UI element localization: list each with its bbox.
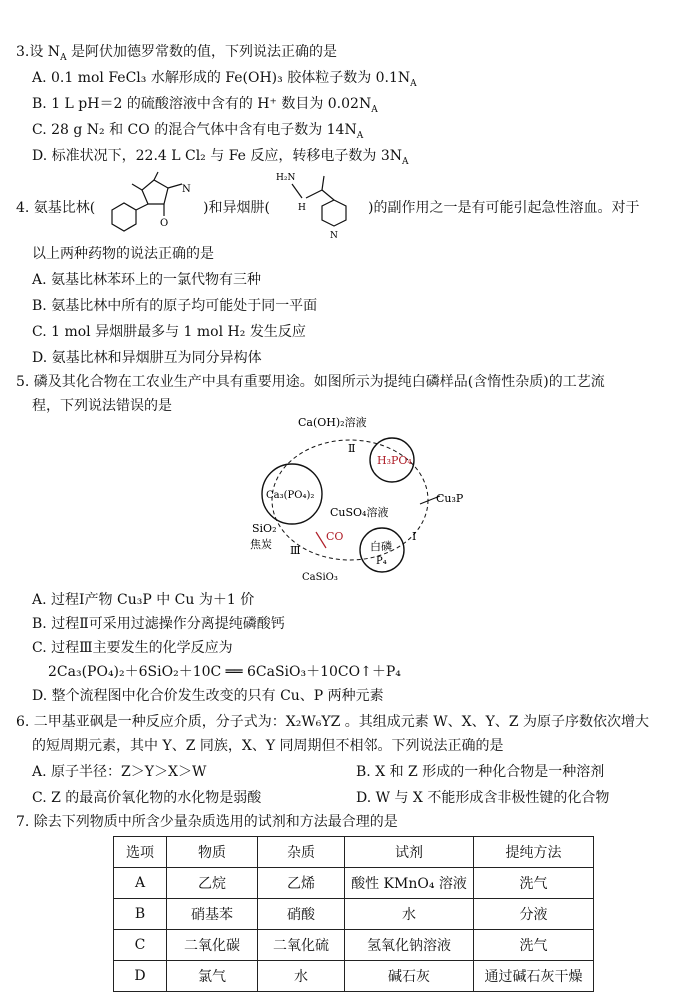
q7-cell: 二氧化碳 (167, 930, 258, 961)
q7-table (113, 836, 594, 992)
q4-stem-line2: 以上两种药物的说法正确的是 (32, 246, 214, 262)
q6-stem-2: 的短周期元素，其中 Y、Z 同族，X、Y 同周期但不相邻。下列说法正确的是 (32, 738, 504, 754)
mol-o-label: O (160, 218, 169, 229)
flow-white-p: 白磷 (370, 540, 392, 553)
flow-roman-1: Ⅰ (412, 530, 417, 543)
flow-roman-3: Ⅲ (290, 544, 301, 557)
q7-cell: 水 (258, 961, 345, 992)
q7-cell: 酸性 KMnO₄ 溶液 (345, 868, 474, 899)
flow-roman-2: Ⅱ (348, 442, 356, 455)
table-row (114, 899, 594, 930)
q3-option-d: D. 标准状况下，22.4 L Cl₂ 与 Fe 反应，转移电子数为 $3N_A$ (32, 148, 409, 167)
flow-caoh2: Ca(OH)₂溶液 (298, 416, 367, 429)
q5-equation: 2Ca₃(PO₄)₂＋6SiO₂＋10C ══ 6CaSiO₃＋10CO↑＋P₄ (48, 664, 401, 680)
q5-option-c: C. 过程Ⅲ主要发生的化学反应为 (32, 640, 233, 656)
table-row (114, 961, 594, 992)
flow-casio3: CaSiO₃ (302, 572, 338, 583)
q3-stem: 3.设 $N_A$ 是阿伏加德罗常数的值，下列说法正确的是 (16, 44, 338, 63)
q6-option-d: D. W 与 X 不能形成含非极性键的化合物 (356, 790, 610, 806)
q4-stem-c: )的副作用之一是有可能引起急性溶血。对于 (368, 200, 640, 216)
q7-cell: 洗气 (474, 930, 594, 961)
q7-cell: 乙烷 (167, 868, 258, 899)
q7-cell: 硝酸 (258, 899, 345, 930)
q3-option-a: A. 0.1 mol FeCl₃ 水解形成的 Fe(OH)₃ 胶体粒子数为 $0.1N_A$ (32, 70, 417, 89)
q4-option-a: A. 氨基比林苯环上的一氯代物有三种 (32, 272, 262, 288)
isoniazid-structure (266, 166, 368, 242)
flow-co: CO (326, 530, 344, 543)
q6-option-c: C. Z 的最高价氧化物的水化物是弱酸 (32, 790, 262, 806)
q7-cell: 硝基苯 (167, 899, 258, 930)
q5-stem-1: 5. 磷及其化合物在工农业生产中具有重要用途。如图所示为提纯白磷样品(含惰性杂质)的工艺流 (16, 374, 605, 390)
flow-p4: P₄ (376, 556, 387, 567)
table-row (114, 868, 594, 899)
mol-pyridine-n-label: N (330, 231, 338, 241)
q7-cell: 通过碱石灰干燥 (474, 961, 594, 992)
mol-n-label: N (182, 184, 191, 195)
q7-cell: 氯气 (167, 961, 258, 992)
q5-option-a: A. 过程Ⅰ产物 Cu₃P 中 Cu 为＋1 价 (32, 592, 255, 608)
q7-stem: 7. 除去下列物质中所含少量杂质选用的试剂和方法最合理的是 (16, 814, 398, 830)
q7-cell: C (114, 930, 167, 961)
phosphorus-flow-diagram (240, 408, 480, 588)
aminopyrine-structure (98, 170, 202, 240)
q7-cell: B (114, 899, 167, 930)
flow-cuso4: CuSO₄溶液 (330, 506, 389, 519)
mol-h2n-label: H₂N (276, 173, 296, 183)
q6-stem-1: 6. 二甲基亚砜是一种反应介质，分子式为：X₂W₆YZ 。其组成元素 W、X、Y、Z 为原子序数依次增大 (16, 714, 650, 730)
q7-cell: D (114, 961, 167, 992)
q7-cell: 二氧化硫 (258, 930, 345, 961)
q4-option-b: B. 氨基比林中所有的原子均可能处于同一平面 (32, 298, 318, 314)
q4-stem-b: )和异烟肼( (203, 200, 270, 216)
q7-header-reagent: 试剂 (345, 837, 474, 868)
q4-option-c: C. 1 mol 异烟肼最多与 1 mol H₂ 发生反应 (32, 324, 306, 340)
flow-h3po4: H₃PO₄ (377, 454, 412, 467)
q6-option-b: B. X 和 Z 形成的一种化合物是一种溶剂 (356, 764, 605, 780)
q4-stem-a: 4. 氨基比林( (16, 200, 96, 216)
q7-cell: 碱石灰 (345, 961, 474, 992)
q7-header-substance: 物质 (167, 837, 258, 868)
q5-option-d: D. 整个流程图中化合价发生改变的只有 Cu、P 两种元素 (32, 688, 384, 704)
q7-cell: 乙烯 (258, 868, 345, 899)
flow-sio2: SiO₂ (252, 522, 277, 535)
q7-table-header (114, 837, 594, 868)
q4-option-d: D. 氨基比林和异烟肼互为同分异构体 (32, 350, 262, 366)
flow-cu3p: Cu₃P (436, 492, 464, 505)
q3-option-b: B. 1 L pH＝2 的硫酸溶液中含有的 H⁺ 数目为 $0.02N_A$ (32, 96, 378, 115)
q7-cell: 氢氧化钠溶液 (345, 930, 474, 961)
flow-ca3po42: Ca₃(PO₄)₂ (266, 490, 315, 501)
q6-option-a: A. 原子半径：Z＞Y＞X＞W (32, 764, 207, 780)
q7-cell: 分液 (474, 899, 594, 930)
q5-option-b: B. 过程Ⅱ可采用过滤操作分离提纯磷酸钙 (32, 616, 285, 632)
q3-option-c: C. 28 g N₂ 和 CO 的混合气体中含有电子数为 $14N_A$ (32, 122, 364, 141)
q7-header-impurity: 杂质 (258, 837, 345, 868)
q5-stem-2: 程，下列说法错误的是 (32, 398, 172, 414)
flow-coke: 焦炭 (250, 538, 272, 551)
q7-cell: 水 (345, 899, 474, 930)
q7-header-method: 提纯方法 (474, 837, 594, 868)
table-row (114, 930, 594, 961)
q7-header-option: 选项 (114, 837, 167, 868)
q7-cell: A (114, 868, 167, 899)
mol-nh-label: H (298, 203, 306, 213)
q7-cell: 洗气 (474, 868, 594, 899)
